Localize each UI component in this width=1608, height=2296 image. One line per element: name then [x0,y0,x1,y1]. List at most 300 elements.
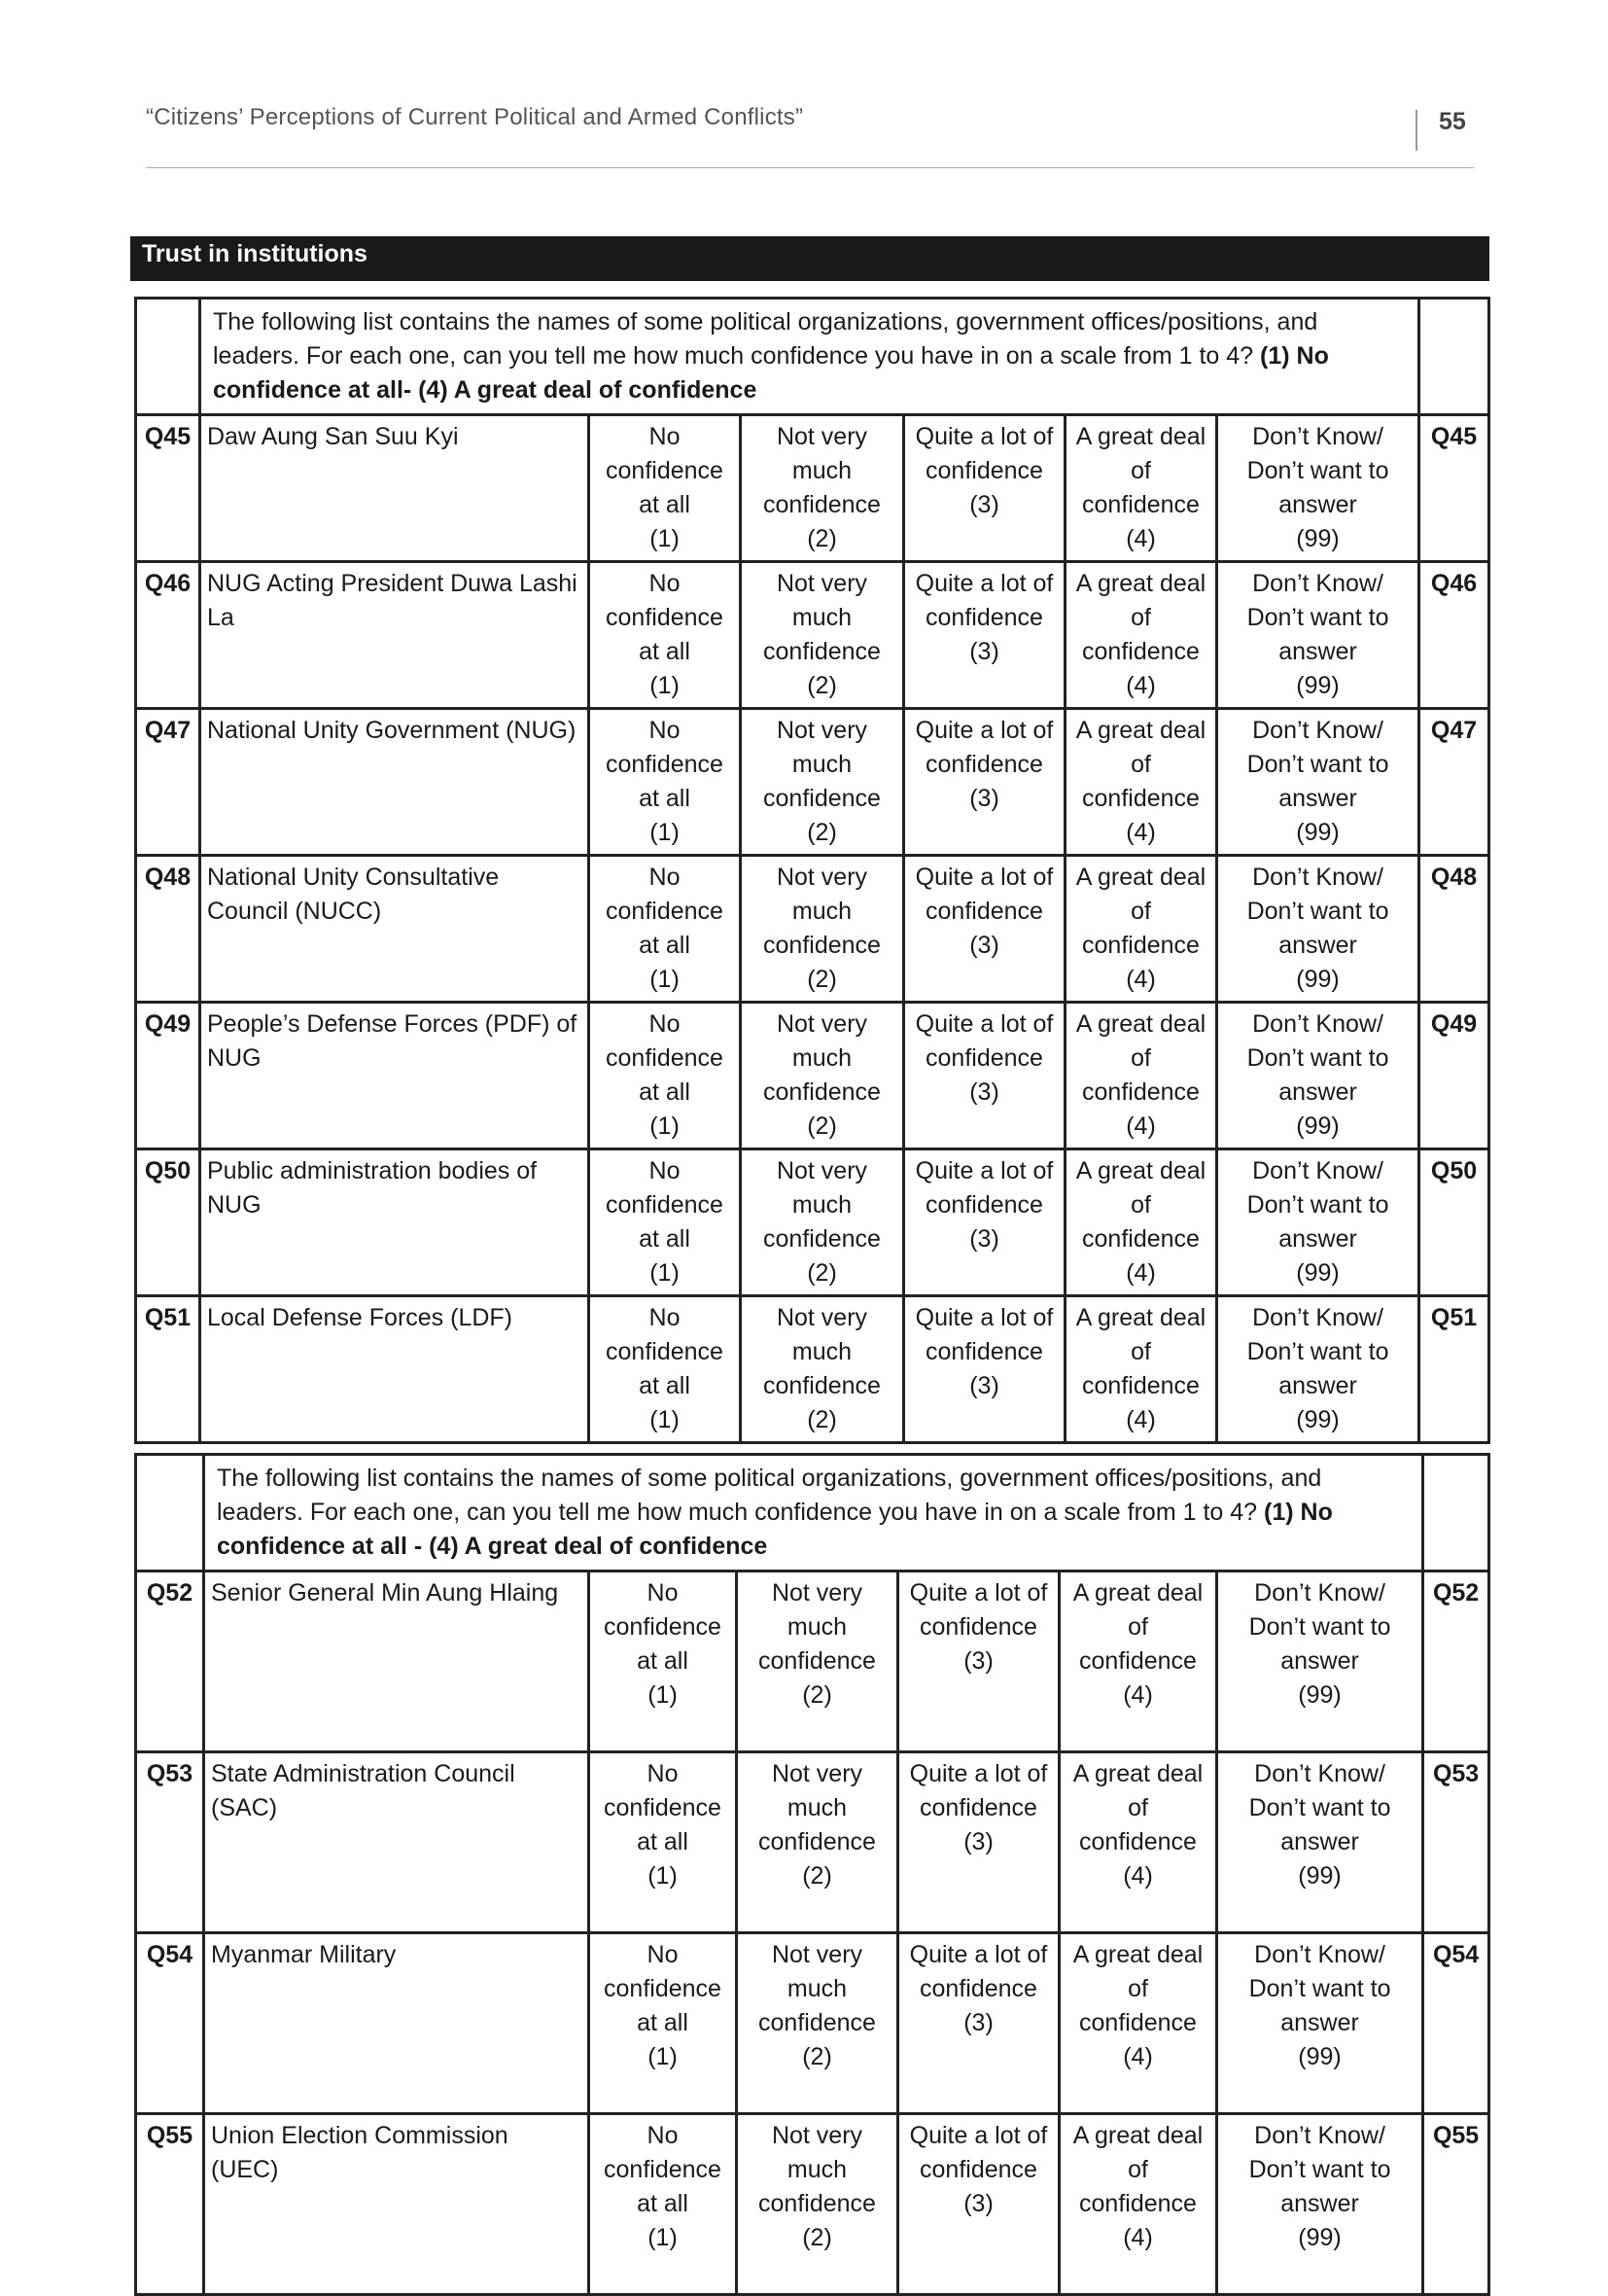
answer-option-line: Don’t Know/ [1254,2122,1385,2149]
answer-option[interactable] [589,562,741,709]
answer-option-line: Not very [771,2122,863,2149]
answer-option-line: (2) [807,1406,837,1433]
answer-option-line: (4) [1123,2224,1153,2251]
answer-option-line: (99) [1296,1406,1340,1433]
answer-option-line: answer [1278,932,1357,959]
answer-option-line: (3) [969,1372,999,1399]
answer-option-line: Don’t Know/ [1252,717,1383,744]
question-row [136,1296,1489,1443]
answer-option-line: No [648,1304,681,1331]
answer-option-line: confidence [604,1975,721,2002]
answer-option[interactable] [741,1149,904,1296]
intro-row [136,299,1489,415]
answer-option[interactable] [589,856,741,1003]
answer-option-line: Don’t Know/ [1254,1579,1385,1607]
answer-option-line: (99) [1298,1862,1342,1890]
answer-option-line: Not very [771,1579,863,1607]
answer-option-line: Not very [776,1010,868,1038]
answer-option[interactable] [1066,1003,1217,1149]
answer-option[interactable] [737,1572,898,1752]
answer-option-line: answer [1278,638,1357,665]
answer-option-line: of confidence [1079,1794,1197,1855]
answer-option-line: Quite a lot of [909,1579,1048,1607]
answer-option-line: (4) [1126,525,1156,552]
answer-option-line: Quite a lot of [915,570,1054,597]
answer-option-line: (3) [969,1225,999,1253]
answer-option-line: (2) [807,1113,837,1140]
question-row [136,1149,1489,1296]
question-label: Daw Aung San Suu Kyi [200,415,589,562]
answer-option-line: Don’t Know/ [1252,570,1383,597]
answer-option-line: (3) [969,1078,999,1106]
answer-option-line: of [1131,1338,1151,1365]
question-row [136,856,1489,1003]
answer-option-line: much [791,604,853,631]
answer-option-line: No [647,1760,679,1787]
answer-option-line: (99) [1298,1681,1342,1709]
answer-option-line: confidence [763,1225,881,1253]
answer-option-line: confidence [926,604,1043,631]
answer-option-line: (3) [969,785,999,812]
answer-option[interactable] [1217,1572,1423,1752]
answer-option-line: confidence [758,1828,876,1855]
answer-option-line: No [648,717,681,744]
answer-option-line: Quite a lot of [915,1157,1054,1184]
answer-option-line: Don’t want to [1246,751,1389,778]
answer-option-line: confidence [763,491,881,518]
answer-option-line: Don’t want to [1246,1191,1389,1219]
answer-option-line: confidence [606,604,723,631]
answer-option-line: confidence [606,457,723,484]
answer-option[interactable] [589,415,741,562]
answer-option[interactable] [589,1933,737,2114]
answer-option-line [911,522,1058,556]
question-code-right: Q46 [1419,562,1489,709]
answer-option[interactable] [1217,1752,1423,1933]
answer-option-line: at all [637,2190,688,2217]
answer-option-line: confidence [926,1044,1043,1072]
answer-option-line: at all [639,638,690,665]
answer-option[interactable] [737,1752,898,1933]
answer-option-line: Not very [776,717,868,744]
answer-option[interactable] [737,1933,898,2114]
question-row [136,2114,1489,2295]
answer-option[interactable] [1217,856,1419,1003]
answer-option-line: (3) [963,2009,994,2036]
answer-option-line: of confidence [1079,1613,1197,1675]
answer-option-line: at all [639,785,690,812]
answer-option-line: Quite a lot of [915,1304,1054,1331]
answer-option[interactable] [1217,1149,1419,1296]
answer-option-line: answer [1278,1078,1357,1106]
answer-option-line: Don’t Know/ [1252,1157,1383,1184]
answer-option[interactable] [1060,1752,1217,1933]
answer-option-line: much [791,457,853,484]
answer-option[interactable] [589,709,741,856]
answer-option-line: No [648,1010,681,1038]
question-code: Q46 [136,562,200,709]
answer-option[interactable] [1066,562,1217,709]
answer-option-line: at all [639,1372,690,1399]
answer-option-line: A great deal [1072,1579,1204,1607]
answer-option-line: confidence [604,1794,721,1821]
answer-option[interactable] [741,562,904,709]
answer-option[interactable] [589,1572,737,1752]
answer-option-line: of [1131,604,1151,631]
question-code: Q45 [136,415,200,562]
answer-option[interactable] [904,562,1066,709]
answer-option[interactable] [741,709,904,856]
answer-option[interactable] [1217,2114,1423,2295]
answer-option[interactable] [1066,709,1217,856]
answer-option-line: A great deal [1075,1010,1206,1038]
answer-option[interactable] [1217,415,1419,562]
answer-option[interactable] [741,1296,904,1443]
answer-option-line: Quite a lot of [909,1941,1048,1968]
answer-option[interactable] [741,1003,904,1149]
answer-option-line: Don’t want to [1248,2156,1391,2183]
page-number: 55 [1439,108,1466,135]
answer-option-line: Quite a lot of [909,2122,1048,2149]
answer-option-line: Don’t want to [1246,604,1389,631]
answer-option-line: confidence [926,1191,1043,1219]
answer-option-line: A great deal [1075,570,1206,597]
question-row [136,415,1489,562]
blank-cell [136,1455,204,1572]
question-row [136,709,1489,856]
answer-option-line: Don’t want to [1246,898,1389,925]
question-label: Union Election Commission (UEC) [204,2114,589,2295]
answer-option-line: No [647,1579,679,1607]
answer-option[interactable] [1217,562,1419,709]
answer-option-line: of confidence [1079,2156,1197,2217]
answer-option-line: (3) [963,1828,994,1855]
answer-option-line: (1) [649,525,680,552]
answer-option-line: confidence [1082,638,1200,665]
answer-option[interactable] [589,1752,737,1933]
intro-row [136,1455,1489,1572]
answer-option-line: of [1131,457,1151,484]
answer-option-line: (1) [649,672,680,699]
answer-option-line: (2) [807,525,837,552]
answer-option[interactable] [589,1296,741,1443]
answer-option-line: Don’t want to [1246,1044,1389,1072]
answer-option-line: confidence [604,1613,721,1641]
intro-scale: (1) No confidence at all - (4) A great deal of confidence [217,1499,1333,1560]
answer-option-line: answer [1280,1828,1359,1855]
answer-option-line: Not very [776,423,868,450]
answer-option-line: (1) [649,966,680,993]
answer-option[interactable] [898,1933,1060,2114]
answer-option[interactable] [1066,415,1217,562]
question-code-right: Q48 [1419,856,1489,1003]
answer-option-line: confidence [1082,1225,1200,1253]
answer-option-line: No [647,2122,679,2149]
answer-option-line: No [647,1941,679,1968]
section-heading: Trust in institutions [130,236,1489,281]
answer-option-line: (99) [1296,966,1340,993]
question-label: State Administration Council (SAC) [204,1752,589,1933]
answer-option-line: at all [639,1078,690,1106]
answer-option-line: (4) [1126,1113,1156,1140]
question-code-right: Q52 [1423,1572,1489,1752]
answer-option-line: No [648,1157,681,1184]
answer-option-line: Not very [771,1941,863,1968]
answer-option-line [905,2040,1052,2074]
answer-option[interactable] [1217,1933,1423,2114]
answer-option-line: Not very [771,1760,863,1787]
answer-option-line: Not very [776,1157,868,1184]
answer-option-line: much [787,2156,848,2183]
answer-option-line: (3) [969,638,999,665]
answer-option-line: A great deal [1075,1304,1206,1331]
answer-option-line: at all [639,491,690,518]
answer-option[interactable] [589,1003,741,1149]
question-code: Q52 [136,1572,204,1752]
answer-option-line: of [1131,751,1151,778]
answer-option-line: (3) [969,932,999,959]
answer-option-line: confidence [926,457,1043,484]
answer-option[interactable] [904,415,1066,562]
answer-option-line [911,1110,1058,1144]
answer-option-line: (4) [1123,1862,1153,1890]
answer-option-line: Don’t want to [1246,1338,1389,1365]
answer-option[interactable] [1066,1296,1217,1443]
answer-option-line: (99) [1296,672,1340,699]
answer-option-line: Don’t Know/ [1254,1941,1385,1968]
answer-option-line: Don’t Know/ [1252,1304,1383,1331]
answer-option[interactable] [1217,709,1419,856]
answer-option-line: confidence [606,1044,723,1072]
answer-option-line [911,1403,1058,1437]
answer-option[interactable] [741,415,904,562]
answer-option[interactable] [741,856,904,1003]
answer-option-line: (4) [1126,819,1156,846]
answer-option-line: No [648,570,681,597]
answer-option[interactable] [898,2114,1060,2295]
answer-option[interactable] [737,2114,898,2295]
answer-option-line: confidence [763,785,881,812]
intro-text: The following list contains the names of some political organizations, government offices/positions, and leaders. For each one, can you tell me how much confidence you have in on a scale from 1 to 4? [213,308,1318,370]
answer-option-line: (1) [649,1259,680,1287]
question-label: Public administration bodies of NUG [200,1149,589,1296]
answer-option-line [1066,2074,1209,2108]
answer-option-line: confidence [758,2190,876,2217]
answer-option-line [1066,2255,1209,2289]
answer-option-line: (99) [1298,2224,1342,2251]
answer-option-line: confidence [920,1975,1037,2002]
answer-option[interactable] [1217,1003,1419,1149]
answer-option-line: confidence [763,1078,881,1106]
answer-option-line: answer [1278,491,1357,518]
answer-option-line: (1) [647,2224,678,2251]
answer-option[interactable] [898,1572,1060,1752]
answer-option-line: Don’t want to [1248,1613,1391,1641]
answer-option-line: A great deal [1075,423,1206,450]
question-row [136,1572,1489,1752]
answer-option-line: Quite a lot of [915,423,1054,450]
answer-option-line: confidence [763,638,881,665]
answer-option-line: at all [637,1828,688,1855]
question-code: Q47 [136,709,200,856]
answer-option-line: (4) [1123,2043,1153,2070]
answer-option-line: confidence [920,2156,1037,2183]
question-row [136,1752,1489,1933]
question-row [136,1933,1489,2114]
answer-option-line: A great deal [1072,1941,1204,1968]
answer-option[interactable] [904,1003,1066,1149]
answer-option-line: (4) [1123,1681,1153,1709]
answer-option-line: (1) [649,819,680,846]
question-code: Q53 [136,1752,204,1933]
answer-option-line: much [791,751,853,778]
answer-option-line: confidence [606,751,723,778]
answer-option-line: Don’t Know/ [1254,1760,1385,1787]
answer-option-line: much [787,1613,848,1641]
answer-option[interactable] [904,709,1066,856]
answer-option-line: answer [1278,1225,1357,1253]
answer-option-line: of confidence [1079,1975,1197,2036]
answer-option-line: of [1131,1044,1151,1072]
answer-option-line: Don’t want to [1248,1975,1391,2002]
question-code-right: Q49 [1419,1003,1489,1149]
answer-option-line: much [791,1191,853,1219]
question-code-right: Q55 [1423,2114,1489,2295]
answer-option-line [911,669,1058,703]
answer-option-line: much [791,898,853,925]
answer-option-line: (4) [1126,966,1156,993]
answer-option-line [905,1678,1052,1713]
answer-option[interactable] [1066,856,1217,1003]
answer-option-line: (2) [807,1259,837,1287]
answer-option-line: at all [637,1647,688,1675]
answer-option-line: answer [1280,2009,1359,2036]
running-header-title: “Citizens’ Perceptions of Current Political and Armed Conflicts” [146,104,804,130]
questionnaire-table-2 [134,1453,1490,2296]
answer-option-line: (2) [807,819,837,846]
answer-option-line: confidence [1082,1372,1200,1399]
answer-option-line: (1) [649,1406,680,1433]
answer-option-line: at all [639,932,690,959]
answer-option-line: (4) [1126,1259,1156,1287]
answer-option-line: of [1131,898,1151,925]
answer-option-line [911,1256,1058,1290]
answer-option-line: No [648,423,681,450]
answer-option-line: answer [1280,2190,1359,2217]
answer-option-line: confidence [763,1372,881,1399]
blank-cell [1419,299,1489,415]
answer-option[interactable] [589,2114,737,2295]
answer-option-line: (1) [649,1113,680,1140]
question-code-right: Q51 [1419,1296,1489,1443]
question-code: Q50 [136,1149,200,1296]
answer-option-line: at all [637,2009,688,2036]
question-code: Q55 [136,2114,204,2295]
answer-option-line: (2) [802,1862,832,1890]
answer-option-line: Don’t Know/ [1252,423,1383,450]
question-code: Q48 [136,856,200,1003]
answer-option-line: confidence [758,1647,876,1675]
answer-option-line [911,816,1058,850]
answer-option-line: Quite a lot of [915,1010,1054,1038]
answer-option-line: much [791,1044,853,1072]
answer-option[interactable] [1060,1933,1217,2114]
question-intro [200,299,1419,415]
answer-option-line: confidence [606,1191,723,1219]
answer-option-line: (99) [1296,525,1340,552]
answer-option-line: confidence [1082,932,1200,959]
answer-option-line: (4) [1126,1406,1156,1433]
answer-option-line: (2) [802,1681,832,1709]
question-code-right: Q47 [1419,709,1489,856]
answer-option-line: (3) [963,1647,994,1675]
answer-option-line: confidence [1082,491,1200,518]
question-code: Q54 [136,1933,204,2114]
answer-option[interactable] [589,1149,741,1296]
question-row [136,562,1489,709]
answer-option[interactable] [1060,1572,1217,1752]
question-label: People’s Defense Forces (PDF) of NUG [200,1003,589,1149]
question-code: Q49 [136,1003,200,1149]
question-code-right: Q45 [1419,415,1489,562]
answer-option-line: (2) [802,2043,832,2070]
question-label: Senior General Min Aung Hlaing [204,1572,589,1752]
answer-option-line: confidence [920,1613,1037,1641]
answer-option-line: A great deal [1075,864,1206,891]
answer-option-line [905,1859,1052,1893]
answer-option-line: answer [1278,1372,1357,1399]
answer-option-line: of [1131,1191,1151,1219]
answer-option-line: (2) [807,672,837,699]
answer-option-line: confidence [758,2009,876,2036]
answer-option-line: Don’t Know/ [1252,1010,1383,1038]
answer-option-line: A great deal [1075,1157,1206,1184]
answer-option-line [911,963,1058,997]
answer-option[interactable] [1066,1149,1217,1296]
answer-option-line: (2) [802,2224,832,2251]
answer-option-line: much [787,1975,848,2002]
question-label: Local Defense Forces (LDF) [200,1296,589,1443]
answer-option-line: (2) [807,966,837,993]
answer-option-line [1066,1713,1209,1747]
answer-option[interactable] [1060,2114,1217,2295]
answer-option-line: confidence [920,1794,1037,1821]
answer-option[interactable] [904,1296,1066,1443]
question-label: NUG Acting President Duwa Lashi La [200,562,589,709]
answer-option-line: (99) [1296,819,1340,846]
questionnaire-table-1 [134,297,1490,1444]
answer-option-line: Quite a lot of [915,864,1054,891]
answer-option[interactable] [904,1149,1066,1296]
answer-option-line: (1) [647,1681,678,1709]
answer-option-line: Don’t want to [1246,457,1389,484]
answer-option[interactable] [898,1752,1060,1933]
answer-option-line: (4) [1126,672,1156,699]
question-label: Myanmar Military [204,1933,589,2114]
answer-option-line: (1) [647,1862,678,1890]
answer-option-line: (99) [1296,1113,1340,1140]
answer-option-line: (3) [969,491,999,518]
answer-option-line [905,2221,1052,2255]
answer-option-line [1066,1893,1209,1927]
answer-option[interactable] [904,856,1066,1003]
answer-option-line: confidence [604,2156,721,2183]
question-row [136,1003,1489,1149]
question-code-right: Q50 [1419,1149,1489,1296]
answer-option-line: confidence [606,898,723,925]
blank-cell [1423,1455,1489,1572]
answer-option[interactable] [1217,1296,1419,1443]
